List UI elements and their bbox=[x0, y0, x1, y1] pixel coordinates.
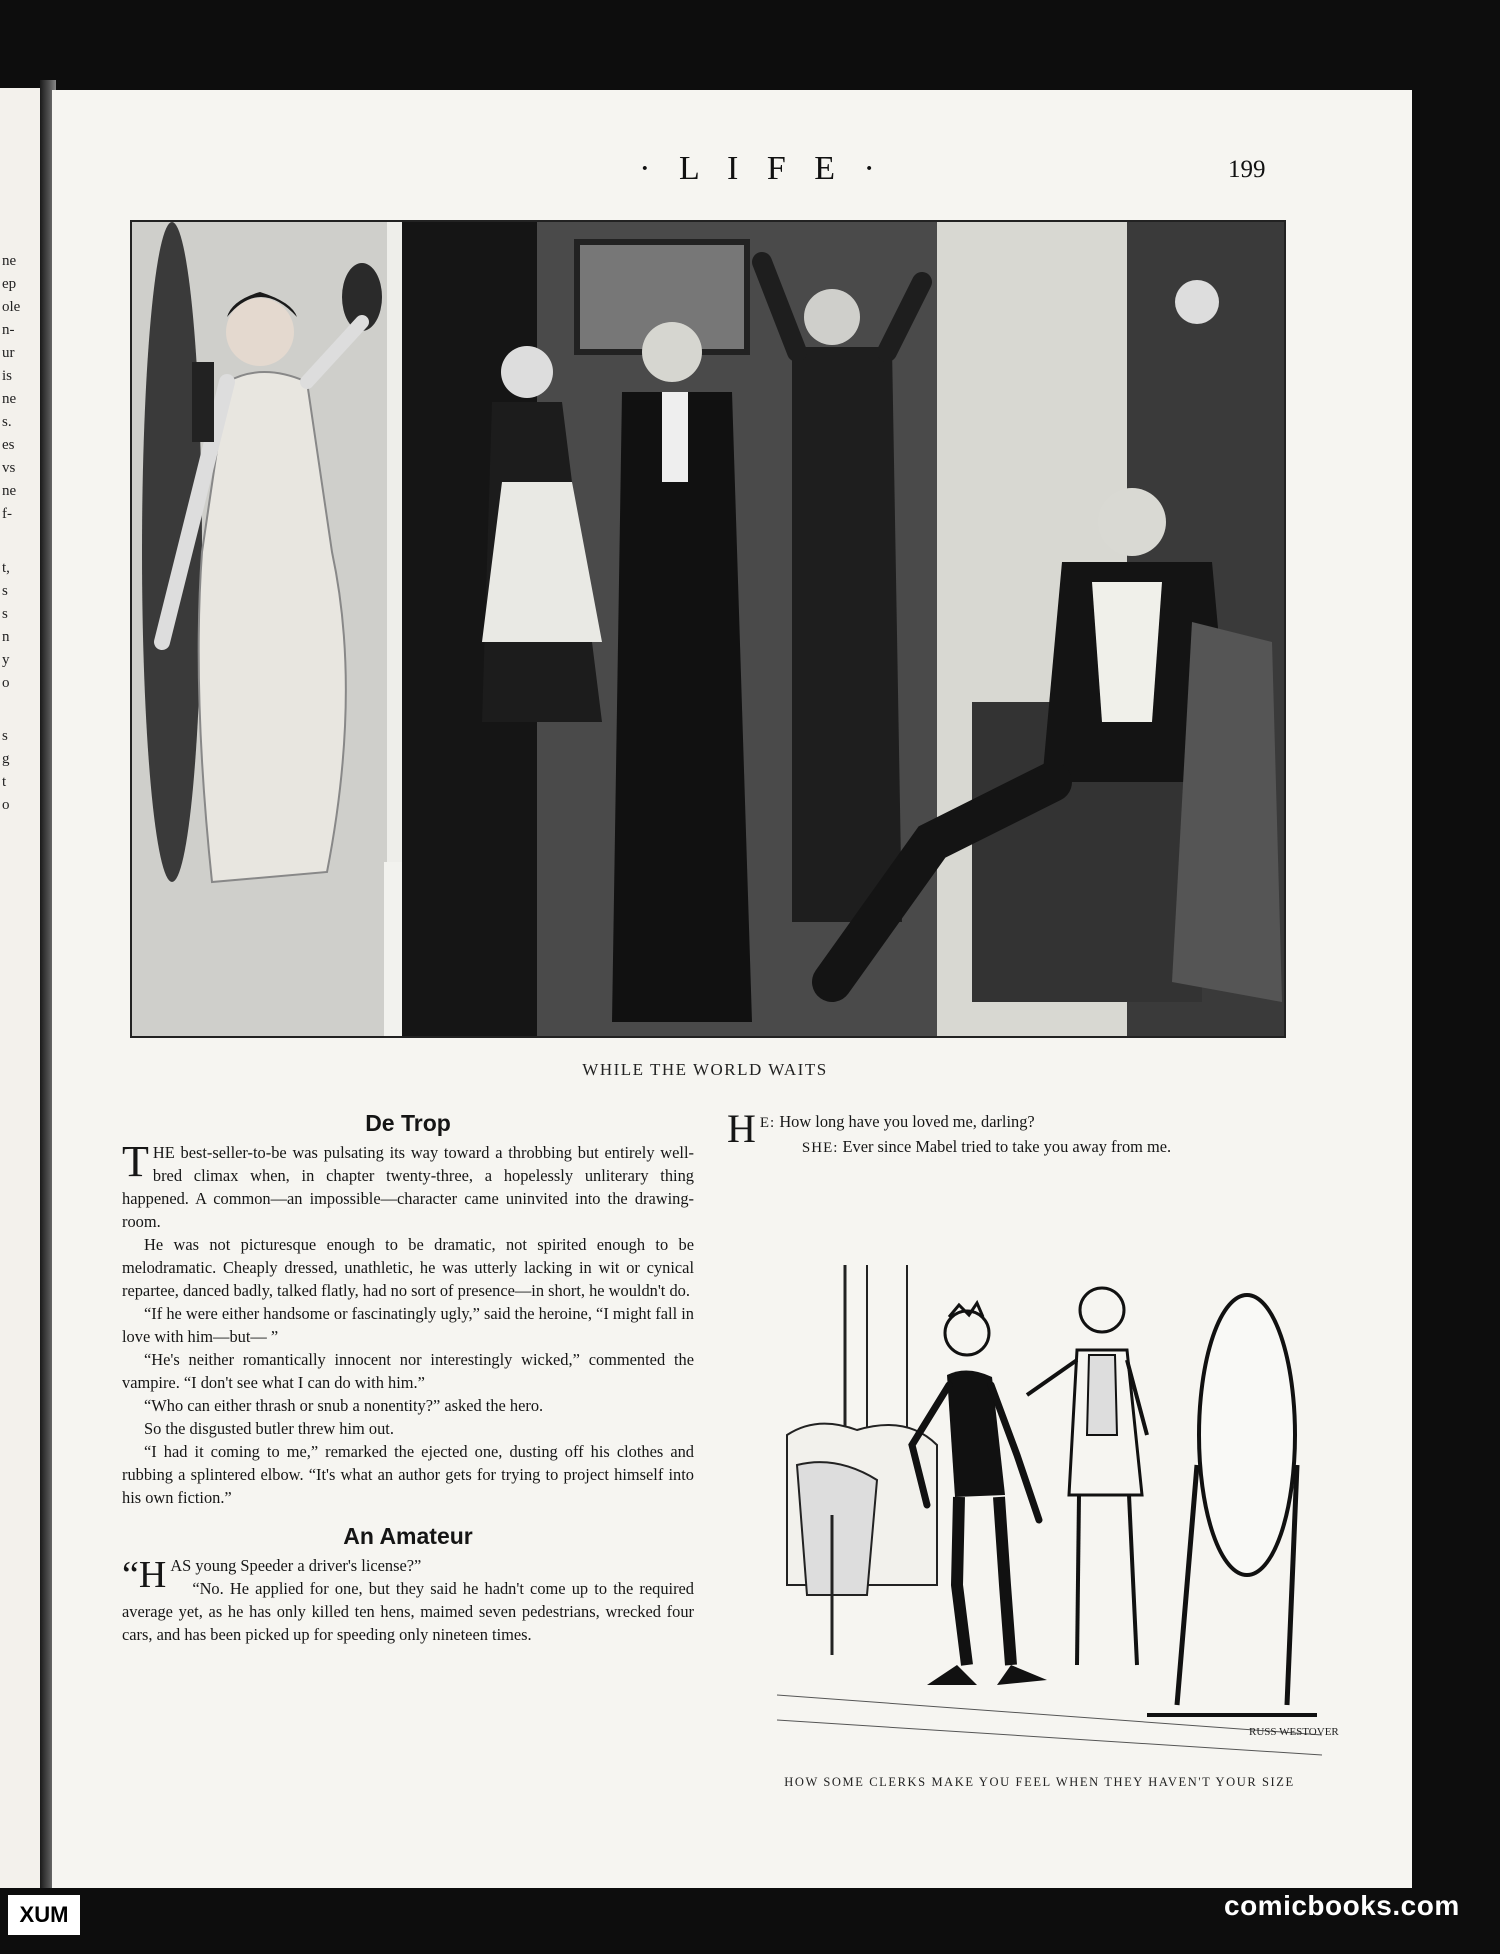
illustration-drawing bbox=[132, 222, 1284, 1036]
magazine-page bbox=[52, 90, 1412, 1888]
edge-fragment: f- bbox=[2, 506, 12, 522]
story-paragraph: So the disgusted butler threw him out. bbox=[144, 1419, 394, 1438]
edge-fragment: ne bbox=[2, 253, 17, 269]
story-title: De Trop bbox=[365, 1110, 451, 1136]
edge-fragment: ur bbox=[2, 345, 15, 361]
dialogue-text: How long have you loved me, darling? bbox=[779, 1112, 1035, 1131]
story-paragraph bbox=[122, 1554, 694, 1596]
edge-fragment: s bbox=[2, 583, 8, 599]
magazine-title: · L I F E · bbox=[639, 150, 885, 187]
story-paragraph: He was not picturesque enough to be dramatic, not spirited enough to be melodramatic. Cheaply dressed, unathletic, he was utterly lacking in wit or cynical repartee, danced badly, talked flatly, had no sort of presence—in short, he wouldn't do. bbox=[122, 1235, 694, 1300]
page-header bbox=[52, 150, 1412, 190]
story-title: An Amateur bbox=[343, 1523, 473, 1549]
dialogue-she bbox=[727, 1135, 1352, 1160]
page-number: 199 bbox=[1228, 156, 1266, 183]
edge-fragment: vs bbox=[2, 460, 16, 476]
cartoon-caption: HOW SOME CLERKS MAKE YOU FEEL WHEN THEY HAVEN'T YOUR SIZE bbox=[784, 1775, 1295, 1789]
edge-fragment: ole bbox=[2, 299, 21, 315]
paragraph-text: HE best-seller-to-be was pulsating its way toward a throbbing but entirely well-bred climax when, in chapter twenty-three, a hopelessly unliterary thing happened. A common—an impossible—character came uninvited into the drawing-room. bbox=[122, 1143, 694, 1231]
story-paragraph: “No. He applied for one, but they said he hadn't come up to the required average yet, as he has only killed ten hens, maimed seven pedestrians, wrecked four cars, and has been picked up for speeding only nineteen times. bbox=[122, 1579, 694, 1644]
edge-fragment: t bbox=[2, 774, 7, 790]
site-watermark: comicbooks.com bbox=[1224, 1890, 1460, 1921]
adjacent-page-edge bbox=[0, 88, 40, 1888]
story-paragraph: “I had it coming to me,” remarked the ejected one, dusting off his clothes and rubbing a splintered elbow. “It's what an author gets for trying to project himself into his own fiction.” bbox=[122, 1442, 694, 1507]
illustration-caption: WHILE THE WORLD WAITS bbox=[582, 1060, 828, 1079]
edge-fragment: ep bbox=[2, 276, 17, 292]
cartoon-illustration bbox=[777, 1265, 1339, 1755]
edge-fragment: t, bbox=[2, 560, 10, 576]
left-column bbox=[122, 1110, 694, 1646]
right-column bbox=[727, 1106, 1352, 1789]
edge-fragment: es bbox=[2, 437, 15, 453]
edge-fragment: g bbox=[2, 751, 10, 767]
drop-cap: “H bbox=[122, 1554, 167, 1596]
edge-fragment: y bbox=[2, 652, 10, 668]
story-paragraph bbox=[122, 1137, 694, 1233]
edge-fragment: s. bbox=[2, 414, 12, 430]
story-paragraph: “Who can either thrash or snub a nonentity?” asked the hero. bbox=[144, 1396, 544, 1415]
main-illustration bbox=[130, 220, 1286, 1038]
edge-fragment: n bbox=[2, 629, 10, 645]
edge-fragment: s bbox=[2, 728, 8, 744]
edge-fragment: is bbox=[2, 368, 13, 384]
cartoon-signature: RUSS WESTOVER bbox=[1249, 1726, 1339, 1738]
edge-fragment: o bbox=[2, 797, 10, 813]
speaker-label: E: bbox=[759, 1115, 776, 1131]
cartoon-drawing bbox=[777, 1265, 1339, 1755]
story-paragraph: “If he were either handsome or fascinatingly ugly,” said the heroine, “I might fall in love with him—but— ” bbox=[122, 1304, 694, 1346]
speaker-label: SHE: bbox=[801, 1140, 839, 1156]
paragraph-text: AS young Speeder a driver's license?” bbox=[170, 1556, 422, 1575]
edge-fragment: ne bbox=[2, 391, 17, 407]
source-tag: XUM bbox=[8, 1895, 80, 1935]
drop-cap: T bbox=[122, 1137, 149, 1186]
edge-fragment: o bbox=[2, 675, 10, 691]
edge-fragment: n- bbox=[2, 322, 15, 338]
edge-fragment: ne bbox=[2, 483, 17, 499]
story-paragraph: “He's neither romantically innocent nor interestingly wicked,” commented the vampire. “I don't see what I can do with him.” bbox=[122, 1350, 694, 1392]
edge-fragment: s bbox=[2, 606, 8, 622]
dialogue-text: Ever since Mabel tried to take you away from me. bbox=[842, 1137, 1172, 1156]
drop-cap: H bbox=[727, 1106, 756, 1151]
